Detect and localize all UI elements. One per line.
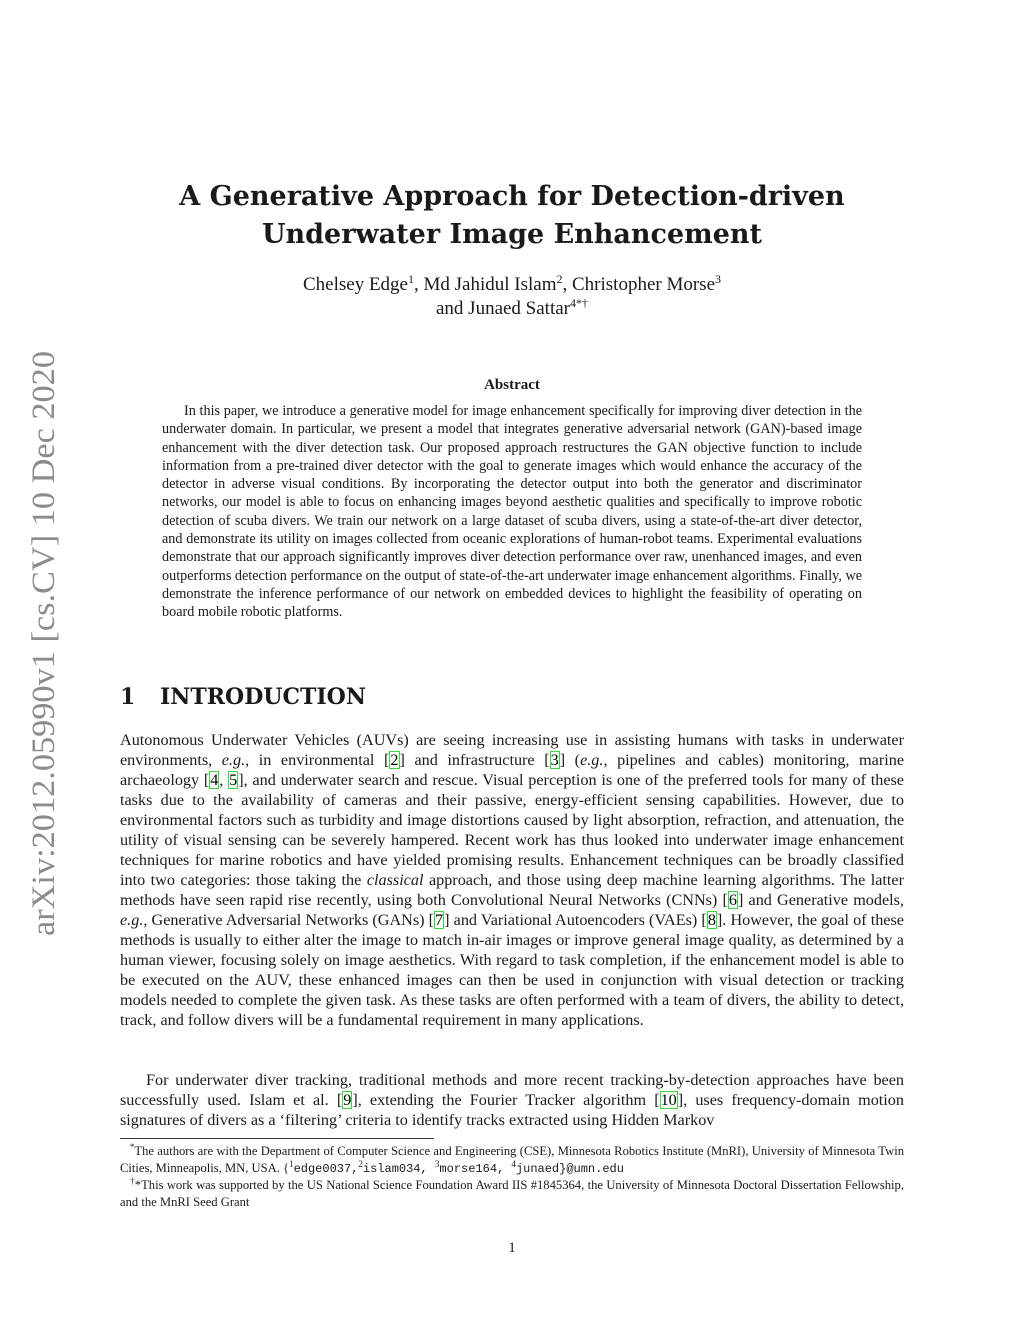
affiliation-mark: 2	[556, 272, 563, 286]
intro-paragraph-2: For underwater diver tracking, traditional methods and more recent tracking-by-detection approaches have been successfully used. Islam et al. [9], extending the Fourier Tracker algorithm [10], uses frequency-domain motion signatures of divers as a ‘filtering’ criteria to identify tracks extracted using Hidden Markov	[120, 1071, 904, 1129]
affiliation-mark: 1	[408, 272, 414, 286]
citation-link[interactable]: 5	[229, 771, 238, 789]
author-name: Junaed Sattar	[468, 298, 570, 319]
section-heading	[120, 684, 366, 710]
section-title: INTRODUCTION	[160, 684, 366, 710]
citation-link[interactable]: 9	[343, 1091, 352, 1109]
citation-link[interactable]: 10	[660, 1091, 677, 1109]
citation-link[interactable]: 3	[550, 751, 559, 769]
title-line-2: Underwater Image Enhancement	[261, 219, 763, 250]
title-line-1: A Generative Approach for Detection-driven	[179, 181, 845, 212]
citation-link[interactable]: 4	[210, 771, 219, 789]
citation-link[interactable]: 6	[728, 891, 737, 909]
email: edge0037,	[293, 1162, 359, 1176]
affiliation-mark: 3	[715, 272, 722, 286]
email: islam034,	[362, 1162, 435, 1176]
intro-paragraph-1: Autonomous Underwater Vehicles (AUVs) are seeing increasing use in assisting humans with tasks in underwater environments, e.g., in environmental [2] and infrastructure [3] (e.g., pipelines and cables) monitoring, marine archaeology [4, 5], and underwater search and rescue. Visual perception is one of the preferred tools for many of these tasks due to the availability of cameras and their passive, energy-efficient sensing capabilities. However, due to environmental factors such as turbidity and image distortions caused by light absorption, refraction, and attenuation, the utility of visual sensing can be severely hampered. Recent work has thus looked into underwater image enhancement techniques for marine robotics and have yielded promising results. Enhancement techniques can be broadly classified into two categories: those taking the classical approach, and those using deep machine learning algorithms. The latter methods have seen rapid rise recently, using both Convolutional Neural Networks (CNNs) [6] and Generative models, e.g., Generative Adversarial Networks (GANs) [7] and Variational Autoencoders (VAEs) [8]. However, the goal of these methods is usually to either alter the image to match in-air images or improve general image quality, as determined by a human viewer, focusing solely on image aesthetics. With regard to task completion, if the enhancement model is able to be executed on the AUV, these enhanced images can then be used in conjunction with visual detection or tracking models needed to complete the given task. As these tasks are often performed with a team of divers, the ability to detect, track, and follow divers will be a fundamental requirement in many applications.	[120, 731, 905, 1029]
section-number: 1	[120, 684, 136, 710]
abstract-heading: Abstract	[484, 377, 540, 393]
author-name: Md Jahidul Islam	[423, 274, 557, 295]
citation-link[interactable]: 2	[390, 751, 399, 769]
author-line-1: Chelsey Edge$^1$, Md Jahidul Islam$^2$, Christopher Morse$^3$	[302, 272, 722, 295]
footnote-affiliations: *The authors are with the Department of Computer Science and Engineering (CSE), Minnesota Robotics Institute (MnRI), University of Minnesota Twin Cities, Minneapolis, MN, USA. {$^1$edge0037,$^2$islam034, $^3$morse164, $^4$junaed}@umn.edu	[120, 1142, 904, 1176]
arxiv-id: arXiv:2012.05990v1 [cs.CV] 10 Dec 2020	[26, 373, 62, 936]
arxiv-watermark	[24, 345, 64, 945]
footnote-funding: †*This work was supported by the US National Science Foundation Award IIS #1845364, the University of Minnesota Doctoral Dissertation Fellowship, and the MnRI Seed Grant	[120, 1176, 904, 1209]
author-name: Christopher Morse	[572, 274, 716, 295]
citation-link[interactable]: 8	[707, 911, 716, 929]
footnote-divider	[120, 1138, 434, 1139]
abstract-text: In this paper, we introduce a generative model for image enhancement specifically for improving diver detection in the underwater domain. In particular, we present a model that integrates generative adversarial network (GAN)-based image enhancement with the diver detection task. Our proposed approach restructures the GAN objective function to include information from a pre-trained diver detector with the goal to generate images which would enhance the accuracy of the detector in adverse visual conditions. By incorporating the detector output into both the generator and discriminator networks, our model is able to focus on enhancing images beyond aesthetic qualities and specifically to improve robotic detection of scuba divers. We train our network on a large dataset of scuba divers, using a state-of-the-art diver detector, and demonstrate its utility on images collected from oceanic explorations of human-robot teams. Experimental evaluations demonstrate that our approach significantly improves diver detection performance over raw, unenhanced images, and even outperforms detection performance on the output of state-of-the-art underwater image enhancement algorithms. Finally, we demonstrate the inference performance of our network on embedded devices to highlight the feasibility of operating on board mobile robotic platforms.	[162, 403, 862, 621]
author-name: Chelsey Edge	[302, 274, 408, 295]
email: junaed}@umn.edu	[515, 1162, 624, 1176]
email: morse164,	[439, 1162, 512, 1176]
author-line-2: and Junaed Sattar$^{4*\dagger}$	[435, 296, 588, 319]
page-number: 1	[508, 1240, 516, 1256]
author-list	[0, 273, 1024, 321]
affiliation-mark: 4*†	[570, 296, 588, 310]
citation-link[interactable]: 7	[435, 911, 444, 929]
paper-title	[0, 178, 1024, 254]
